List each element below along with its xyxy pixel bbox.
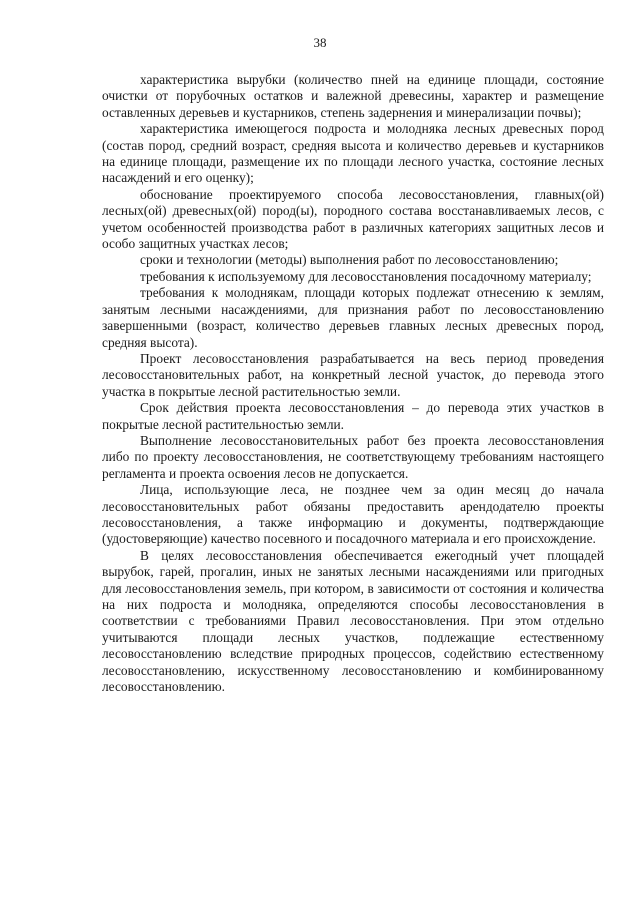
paragraph-forest-users-obligations: Лица, использующие леса, не позднее чем за один месяц до начала лесовосстановительных работ обязаны предоставить арендодателю проекты лесовосстановления, а также информацию и документы, подтверждающие (удостоверяющие) качество посевного и посадочного материала и его происхождение. (102, 482, 604, 547)
paragraph-terms-technologies: сроки и технологии (методы) выполнения работ по лесовосстановлению; (140, 252, 559, 268)
paragraph-annual-accounting: В целях лесовосстановления обеспечивается ежегодный учет площадей вырубок, гарей, прогалин, иных не занятых лесными насаждениями или пригодных для лесовосстановления земель, при котором, в зависимости от состояния и количества на них подроста и молодняка, определяются способы лесовосстановления в соответствии с требованиями Правил лесовосстановления. При этом отдельно учитываются площади лесных участков, подлежащие естественному лесовосстановлению вследствие природных процессов, содействию естественному лесовосстановлению, искусственному лесовосстановлению и комбинированному лесовосстановлению. (102, 547, 604, 695)
paragraph-project-development: Проект лесовосстановления разрабатывается на весь период проведения лесовосстановительных работ, на конкретный лесной участок, до перевода этого участка в покрытые лесной растительностью земли. (102, 350, 604, 399)
paragraph-clearing-characteristics: характеристика вырубки (количество пней на единице площади, состояние очистки от порубочных остатков и валежной древесины, характер и размещение оставленных деревьев и кустарников, степень задернения и минерализации почвы); (102, 72, 604, 120)
paragraph-project-validity: Срок действия проекта лесовосстановления – до перевода этих участков в покрытые лесной растительностью земли. (102, 400, 604, 432)
paragraph-young-stand-requirements: требования к молоднякам, площади которых подлежат отнесению к землям, занятым лесными насаждениями, для признания работ по лесовосстановлению завершенными (возраст, количество деревьев главных лесных древесных пород, средняя высота). (102, 285, 604, 350)
paragraph-method-justification: обоснование проектируемого способа лесовосстановления, главных(ой) лесных(ой) древесных(ой) пород(ы), породного состава восстанавливаемых лесов, с учетом особенностей производства работ в различных категориях защитных лесов и особо защитных участках лесов; (102, 186, 604, 252)
page-number: 38 (313, 35, 327, 50)
document-body (102, 72, 604, 695)
paragraph-undergrowth-characteristics: характеристика имеющегося подроста и молодняка лесных древесных пород (состав пород, средний возраст, средняя высота и количество деревьев и кустарников на единице площади, размещение их по площади лесного участка, состояние лесных насаждений и его оценку); (102, 121, 604, 186)
paragraph-work-without-project: Выполнение лесовосстановительных работ без проекта лесовосстановления либо по проекту лесовосстановления, не соответствующему требованиям настоящего регламента и проекта освоения лесов не допускается. (102, 432, 604, 481)
paragraph-planting-material-requirements: требования к используемому для лесовосстановления посадочному материалу; (140, 268, 592, 284)
